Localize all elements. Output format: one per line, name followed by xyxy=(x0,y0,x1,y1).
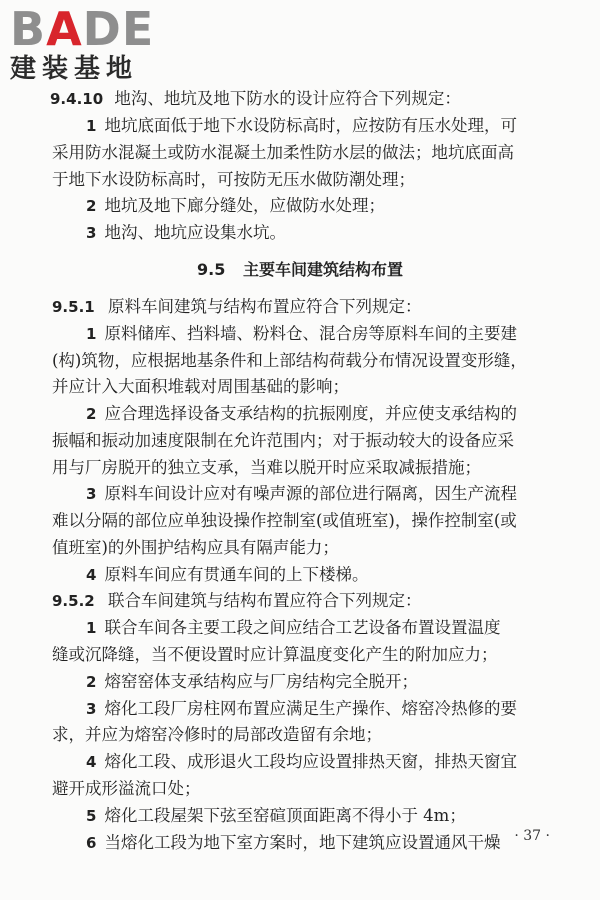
paragraph-line xyxy=(86,618,500,638)
item-number: 3 xyxy=(86,700,97,718)
paragraph-line xyxy=(86,833,500,853)
paragraph-line xyxy=(86,404,517,424)
clause-number: 9.4.10 xyxy=(50,90,104,108)
item-number: 3 xyxy=(86,224,97,242)
item-text: 熔化工段厂房柱网布置应满足生产操作、熔窑冷热修的要 xyxy=(104,699,517,718)
paragraph-line xyxy=(86,116,517,136)
section-title-text: 主要车间建筑结构布置 xyxy=(242,260,403,279)
paragraph-line: 振幅和振动加速度限制在允许范围内；对于振动较大的设备应采 xyxy=(52,431,514,450)
paragraph-line xyxy=(86,752,517,772)
paragraph-line: (构)筑物，应根据地基条件和上部结构荷载分布情况设置变形缝， xyxy=(52,351,527,370)
item-text: 当熔化工段为地下室方案时，地下建筑应设置通风干燥 xyxy=(104,833,501,852)
clause-9-5-1-heading xyxy=(52,297,421,317)
section-number: 9.5 xyxy=(197,260,226,279)
item-text: 原料车间设计应对有噪声源的部位进行隔离，因生产流程 xyxy=(104,484,517,503)
item-number: 1 xyxy=(86,619,97,637)
paragraph-line: 避开成形溢流口处； xyxy=(52,779,201,798)
paragraph-line: 用与厂房脱开的独立支承，当难以脱开时应采取减振措施； xyxy=(52,458,481,477)
paragraph-line: 值班室)的外围护结构应具有隔声能力； xyxy=(52,538,339,557)
page-number: · 37 · xyxy=(514,828,550,844)
item-number: 6 xyxy=(86,834,97,852)
clause-9-4-10-heading xyxy=(50,89,461,109)
logo-subtitle: 建装基地 xyxy=(10,54,139,84)
clause-number: 9.5.1 xyxy=(52,298,95,316)
clause-text: 原料车间建筑与结构布置应符合下列规定： xyxy=(107,297,422,316)
paragraph-line xyxy=(86,223,286,243)
paragraph-line: 采用防水混凝土或防水混凝土加柔性防水层的做法；地坑底面高 xyxy=(52,143,514,162)
paragraph-line xyxy=(86,806,466,826)
item-number: 3 xyxy=(86,485,97,503)
clause-9-5-2-heading xyxy=(52,591,421,611)
paragraph-line xyxy=(86,565,368,585)
paragraph-line: 并应计入大面积堆载对周围基础的影响； xyxy=(52,377,349,396)
logo-wordmark xyxy=(10,4,154,54)
clause-text: 地沟、地坑及地下防水的设计应符合下列规定： xyxy=(114,89,461,108)
item-number: 4 xyxy=(86,753,97,771)
logo-letters-de: DE xyxy=(82,2,155,56)
item-text: 熔窑窑体支承结构应与厂房结构完全脱开； xyxy=(104,672,418,691)
paragraph-line xyxy=(86,672,418,692)
clause-text: 联合车间建筑与结构布置应符合下列规定： xyxy=(107,591,422,610)
item-text: 原料车间应有贯通车间的上下楼梯。 xyxy=(104,565,369,584)
item-number: 1 xyxy=(86,325,97,343)
logo-letter-b: B xyxy=(10,2,47,56)
paragraph-line: 缝或沉降缝，当不便设置时应计算温度变化产生的附加应力； xyxy=(52,645,498,664)
paragraph-line: 求，并应为熔窑冷修时的局部改造留有余地； xyxy=(52,725,382,744)
clause-number: 9.5.2 xyxy=(52,592,95,610)
paragraph-line xyxy=(86,196,385,216)
item-text: 地坑底面低于地下水设防标高时，应按防有压水处理，可 xyxy=(104,116,517,135)
item-number: 1 xyxy=(86,117,97,135)
paragraph-line: 于地下水设防标高时，可按防无压水做防潮处理； xyxy=(52,170,415,189)
item-text: 原料储库、挡料墙、粉料仓、混合房等原料车间的主要建 xyxy=(104,324,517,343)
item-number: 2 xyxy=(86,197,97,215)
item-number: 2 xyxy=(86,673,97,691)
item-number: 2 xyxy=(86,405,97,423)
item-text: 地坑及地下廊分缝处，应做防水处理； xyxy=(104,196,385,215)
paragraph-line xyxy=(86,484,517,504)
section-title xyxy=(0,260,600,280)
bade-logo xyxy=(8,4,178,86)
item-text: 应合理选择设备支承结构的抗振刚度，并应使支承结构的 xyxy=(104,404,517,423)
paragraph-line: 难以分隔的部位应单独设操作控制室(或值班室)，操作控制室(或 xyxy=(52,511,517,530)
item-text: 熔化工段、成形退火工段均应设置排热天窗，排热天窗宜 xyxy=(104,752,517,771)
item-number: 4 xyxy=(86,566,97,584)
item-text: 地沟、地坑应设集水坑。 xyxy=(104,223,286,242)
item-number: 5 xyxy=(86,807,97,825)
item-text: 熔化工段屋架下弦至窑碹顶面距离不得小于 4m； xyxy=(104,806,466,825)
logo-letter-a: A xyxy=(46,2,83,56)
paragraph-line xyxy=(86,699,517,719)
paragraph-line xyxy=(86,324,517,344)
item-text: 联合车间各主要工段之间应结合工艺设备布置设置温度 xyxy=(104,618,501,637)
